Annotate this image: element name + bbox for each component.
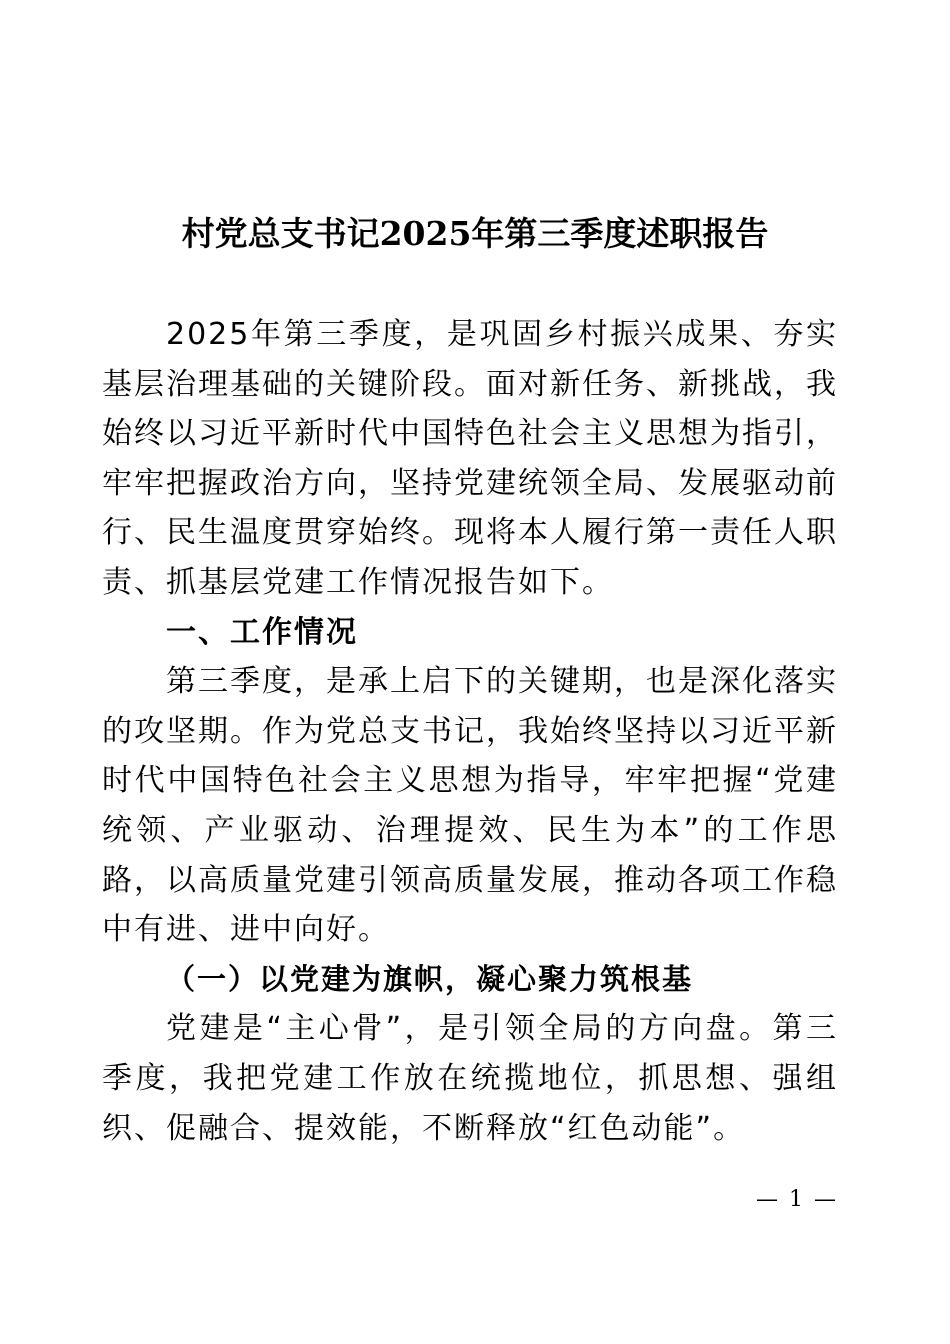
work-situation-paragraph: 第三季度，是承上启下的关键期，也是深化落实的攻坚期。作为党总支书记，我始终坚持以习近平新时代中国特色社会主义思想为指导，牢牢把握“党建统领、产业驱动、治理提效、民生为本”的工作思路，以高质量党建引领高质量发展，推动各项工作稳中有进、进中向好。 [102, 664, 838, 948]
document-title: 村党总支书记2025年第三季度述职报告 [181, 214, 769, 253]
intro-paragraph: 2025年第三季度，是巩固乡村振兴成果、夯实基层治理基础的关键阶段。面对新任务、新挑战，我始终以习近平新时代中国特色社会主义思想为指引，牢牢把握政治方向，坚持党建统领全局、发展驱动前行、民生温度贯穿始终。现将本人履行第一责任人职责、抓基层党建工作情况报告如下。 [102, 317, 838, 600]
section-heading-work-situation: 一、工作情况 [166, 614, 358, 650]
document-body [102, 310, 838, 1153]
page-number: — 1 — [756, 1187, 838, 1212]
party-building-paragraph: 党建是“主心骨”，是引领全局的方向盘。第三季度，我把党建工作放在统揽地位，抓思想、强组织、促融合、提效能，不断释放“红色动能”。 [102, 1011, 838, 1146]
subsection-heading-party-building: （一）以党建为旗帜，凝心聚力筑根基 [166, 961, 694, 996]
